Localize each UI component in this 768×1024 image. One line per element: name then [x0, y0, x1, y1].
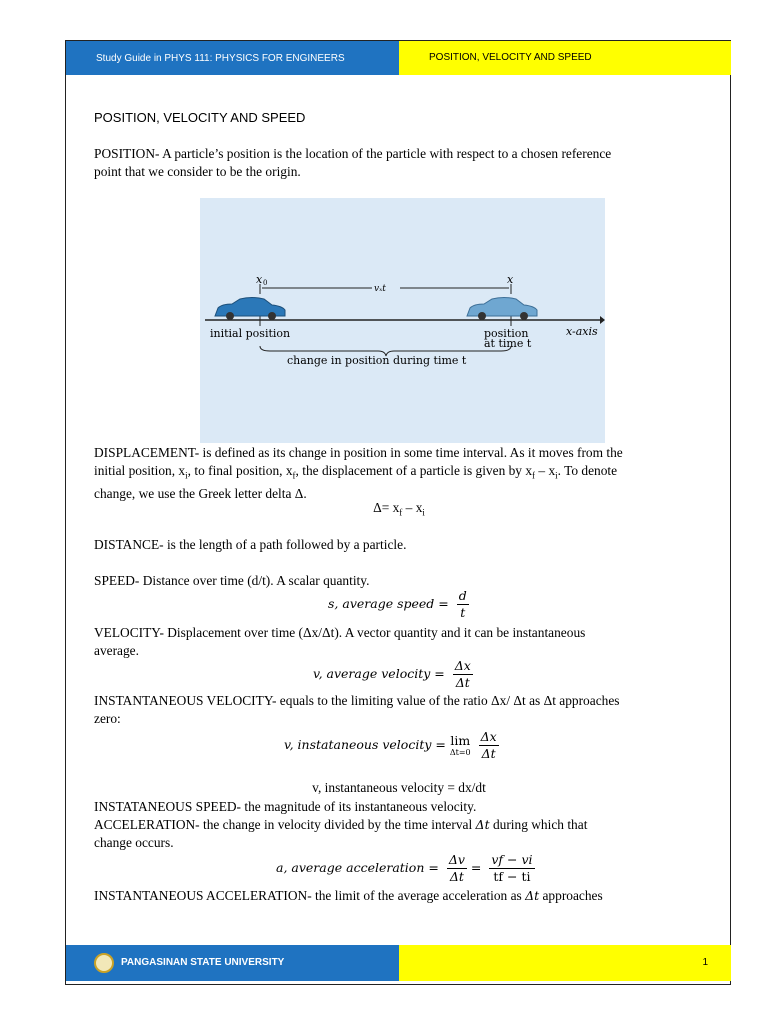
document-page [65, 40, 731, 985]
instantaneous-velocity-paragraph: INSTANTANEOUS VELOCITY- equals to the limiting value of the ratio Δx/ Δt as Δt approaches zero: [94, 693, 620, 726]
university-seal-icon [94, 953, 114, 973]
page-title: POSITION, VELOCITY AND SPEED [94, 110, 306, 125]
vt-label: vₓt [374, 284, 386, 294]
header-left-band [66, 41, 399, 75]
instantaneous-velocity-formula: v, instataneous velocity = lim Δt=0 $\frac{\Delta x}{\Delta t}$ [284, 729, 497, 761]
diagram-svg [200, 198, 605, 443]
header-course-title: Study Guide in PHYS 111: PHYSICS FOR ENGINEERS [96, 53, 345, 64]
displacement-formula: $\Delta= x_f - x_i$ [373, 500, 425, 518]
position-label: position [484, 327, 529, 340]
x-axis-label: x-axis [566, 325, 598, 338]
velocity-paragraph: VELOCITY- Displacement over time (Δx/Δt). A vector quantity and it can be instantaneous average. [94, 625, 586, 658]
university-name: PANGASINAN STATE UNIVERSITY [121, 957, 285, 968]
speed-formula: s, average speed = $\frac{d}{t}$ [328, 588, 467, 620]
displacement-paragraph: DISPLACEMENT- is defined as its change in position in some time interval. As it moves from the initial position, $x_i$, to final position, $x_f$, the displacement of a particle is given by $x_f - x_i$. To denote change, we use the Greek letter delta Δ. [94, 445, 623, 501]
footer-right-band [399, 945, 731, 981]
x0-label: x [256, 273, 263, 286]
header-topic-title: POSITION, VELOCITY AND SPEED [429, 52, 592, 63]
x-label: x [507, 273, 514, 286]
initial-car-icon [215, 298, 285, 321]
page-number: 1 [702, 957, 708, 968]
position-paragraph: POSITION- A particle’s position is the location of the particle with respect to a chosen reference point that we consider to be the origin. [94, 146, 612, 179]
velocity-formula: v, average velocity = $\frac{\Delta x}{\Delta t}$ [313, 658, 471, 690]
distance-paragraph: DISTANCE- is the length of a path followed by a particle. [94, 537, 407, 552]
axis-arrow [600, 316, 605, 324]
header-right-band [399, 41, 731, 75]
position-diagram [200, 198, 605, 443]
acceleration-formula: a, average acceleration = $\frac{\Delta v}{\Delta t}$ = $\frac{vf - vi}{tf - ti}$ [276, 852, 533, 884]
instantaneous-velocity-plain: v, instantaneous velocity = dx/dt [312, 780, 486, 795]
at-time-label: at time t [484, 337, 532, 350]
instantaneous-speed-paragraph: INSTATANEOUS SPEED- the magnitude of its instantaneous velocity. [94, 799, 477, 814]
acceleration-paragraph: ACCELERATION- the change in velocity divided by the time interval Δt during which that change occurs. [94, 817, 588, 850]
instantaneous-acceleration-paragraph: INSTANTANEOUS ACCELERATION- the limit of the average acceleration as Δt approaches [94, 888, 603, 903]
change-label: change in position during time t [287, 354, 467, 367]
initial-position-label: initial position [210, 327, 291, 340]
footer-left-band [66, 945, 399, 981]
x0-sub: 0 [263, 279, 268, 287]
final-car-icon [467, 298, 537, 321]
speed-paragraph: SPEED- Distance over time (d/t). A scalar quantity. [94, 573, 370, 588]
